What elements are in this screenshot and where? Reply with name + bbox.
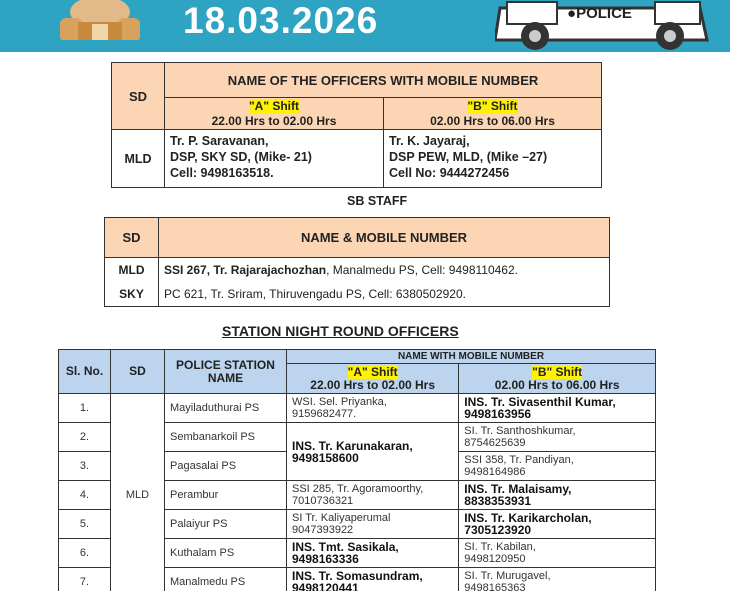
name-mobile-header: NAME WITH MOBILE NUMBER bbox=[287, 350, 656, 364]
officer-cell: Cell: 9498163518. bbox=[170, 166, 274, 180]
sl-no: 5. bbox=[59, 510, 111, 539]
officer-mobile: 7305123920 bbox=[464, 523, 532, 537]
shift-a-officer bbox=[287, 568, 459, 591]
sd-cell: MLD bbox=[105, 258, 159, 283]
shift-b-time: 02.00 Hrs to 06.00 Hrs bbox=[430, 113, 555, 128]
station-name: Mayiladuthurai PS bbox=[165, 394, 287, 423]
station-header: POLICE STATION NAME bbox=[165, 350, 287, 394]
sl-no: 3. bbox=[59, 452, 111, 481]
header-banner bbox=[0, 0, 730, 52]
staff-details: PC 621, Tr. Sriram, Thiruvengadu PS, Cell: 6380502920. bbox=[164, 287, 466, 302]
staff-entry bbox=[159, 283, 610, 307]
sl-no: 2. bbox=[59, 423, 111, 452]
police-officer-illustration bbox=[52, 0, 152, 40]
shift-b-label: "B" Shift bbox=[532, 364, 583, 379]
officer-name: INS. Tr. Karunakaran, bbox=[292, 438, 413, 453]
officer-mobile: 7010736321 bbox=[292, 495, 354, 507]
shift-a-officer bbox=[287, 423, 459, 481]
shift-b-officer bbox=[459, 394, 656, 423]
officer-name: INS. Tmt. Sasikala, bbox=[292, 540, 399, 554]
shift-a-label: "A" Shift bbox=[248, 98, 300, 113]
station-name: Manalmedu PS bbox=[165, 568, 287, 591]
staff-name: SSI 267, Tr. Rajarajachozhan bbox=[164, 263, 327, 278]
sd-header: SD bbox=[111, 350, 165, 394]
officer-mobile: 9159682477. bbox=[292, 408, 357, 420]
officer-name: SI. Tr. Santhoshkumar, bbox=[464, 425, 576, 437]
shift-b-officer bbox=[459, 510, 656, 539]
shift-b-label: "B" Shift bbox=[467, 98, 518, 113]
police-badge-text: ●POLICE bbox=[567, 5, 632, 22]
shift-b-officer bbox=[459, 539, 656, 568]
station-name: Perambur bbox=[165, 481, 287, 510]
officer-name: Tr. P. Saravanan, bbox=[170, 134, 269, 148]
sb-staff-table bbox=[104, 217, 610, 307]
station-name: Palaiyur PS bbox=[165, 510, 287, 539]
shift-b-header bbox=[459, 364, 656, 394]
name-mobile-header: NAME & MOBILE NUMBER bbox=[159, 218, 610, 258]
shift-a-officer bbox=[287, 481, 459, 510]
shift-a-officer bbox=[287, 394, 459, 423]
officer-name: SSI 285, Tr. Agoramoorthy, bbox=[292, 483, 424, 495]
sd-cell: MLD bbox=[111, 394, 165, 591]
shift-b-officer bbox=[459, 568, 656, 591]
table-row bbox=[59, 394, 656, 423]
sl-no: 4. bbox=[59, 481, 111, 510]
shift-a-header bbox=[165, 98, 384, 130]
officer-name: SI Tr. Kaliyaperumal bbox=[292, 512, 391, 524]
station-name: Kuthalam PS bbox=[165, 539, 287, 568]
shift-b-officer bbox=[459, 481, 656, 510]
officer-name: Tr. K. Jayaraj, bbox=[389, 134, 470, 148]
station-name: Pagasalai PS bbox=[165, 452, 287, 481]
sd-header: SD bbox=[112, 63, 165, 130]
officer-name: SI. Tr. Murugavel, bbox=[464, 570, 551, 582]
officer-mobile: 9498164986 bbox=[464, 466, 526, 478]
officer-name: INS. Tr. Somasundram, bbox=[292, 569, 423, 583]
shift-b-officer bbox=[459, 452, 656, 481]
officer-mobile: 9498158600 bbox=[292, 450, 359, 465]
shift-a-officer bbox=[287, 510, 459, 539]
officer-mobile: 9498120441 bbox=[292, 581, 359, 591]
officer-name: WSI. Sel. Priyanka, bbox=[292, 396, 387, 408]
officer-mobile: 9498120950 bbox=[464, 553, 526, 565]
officer-designation: DSP, SKY SD, (Mike- 21) bbox=[170, 150, 312, 164]
officers-name-header: NAME OF THE OFFICERS WITH MOBILE NUMBER bbox=[165, 63, 602, 98]
station-name: Sembanarkoil PS bbox=[165, 423, 287, 452]
sl-no: 7. bbox=[59, 568, 111, 591]
officer-name: SI. Tr. Kabilan, bbox=[464, 541, 536, 553]
shift-b-officer bbox=[459, 423, 656, 452]
staff-details: , Manalmedu PS, Cell: 9498110462. bbox=[326, 263, 518, 278]
officer-name: INS. Tr. Malaisamy, bbox=[464, 482, 572, 496]
shift-a-header bbox=[287, 364, 459, 394]
night-round-table bbox=[58, 349, 656, 591]
sd-cell: MLD bbox=[112, 130, 165, 188]
officer-cell: Cell No: 9444272456 bbox=[389, 166, 510, 180]
sd-cell: SKY bbox=[105, 283, 159, 307]
shift-b-officer bbox=[384, 130, 602, 188]
officer-name: INS. Tr. Sivasenthil Kumar, bbox=[464, 395, 616, 409]
date-title: 18.03.2026 bbox=[183, 0, 379, 41]
officer-mobile: 9498163956 bbox=[464, 407, 532, 421]
shift-a-time: 22.00 Hrs to 02.00 Hrs bbox=[211, 113, 337, 128]
shift-b-header bbox=[384, 98, 602, 130]
night-round-title: STATION NIGHT ROUND OFFICERS bbox=[222, 323, 459, 339]
shift-b-time: 02.00 Hrs to 06.00 Hrs bbox=[494, 377, 620, 392]
sl-no-header: Sl. No. bbox=[59, 350, 111, 394]
sl-no: 1. bbox=[59, 394, 111, 423]
officer-mobile: 9498165363 bbox=[464, 582, 526, 591]
shift-a-officer bbox=[287, 539, 459, 568]
officer-mobile: 8754625639 bbox=[464, 437, 526, 449]
sl-no: 6. bbox=[59, 539, 111, 568]
officer-mobile: 9047393922 bbox=[292, 524, 354, 536]
officer-mobile: 8838353931 bbox=[464, 494, 532, 508]
officers-table bbox=[111, 62, 602, 188]
staff-entry bbox=[159, 258, 610, 283]
officer-name: SSI 358, Tr. Pandiyan, bbox=[464, 454, 574, 466]
officer-mobile: 9498163336 bbox=[292, 552, 359, 566]
sb-staff-title: SB STAFF bbox=[347, 194, 408, 208]
officer-name: INS. Tr. Karikarcholan, bbox=[464, 511, 592, 525]
shift-a-officer bbox=[165, 130, 384, 188]
sd-header: SD bbox=[105, 218, 159, 258]
shift-a-time: 22.00 Hrs to 02.00 Hrs bbox=[310, 377, 436, 392]
officer-designation: DSP PEW, MLD, (Mike –27) bbox=[389, 150, 548, 164]
shift-a-label: "A" Shift bbox=[347, 364, 398, 379]
